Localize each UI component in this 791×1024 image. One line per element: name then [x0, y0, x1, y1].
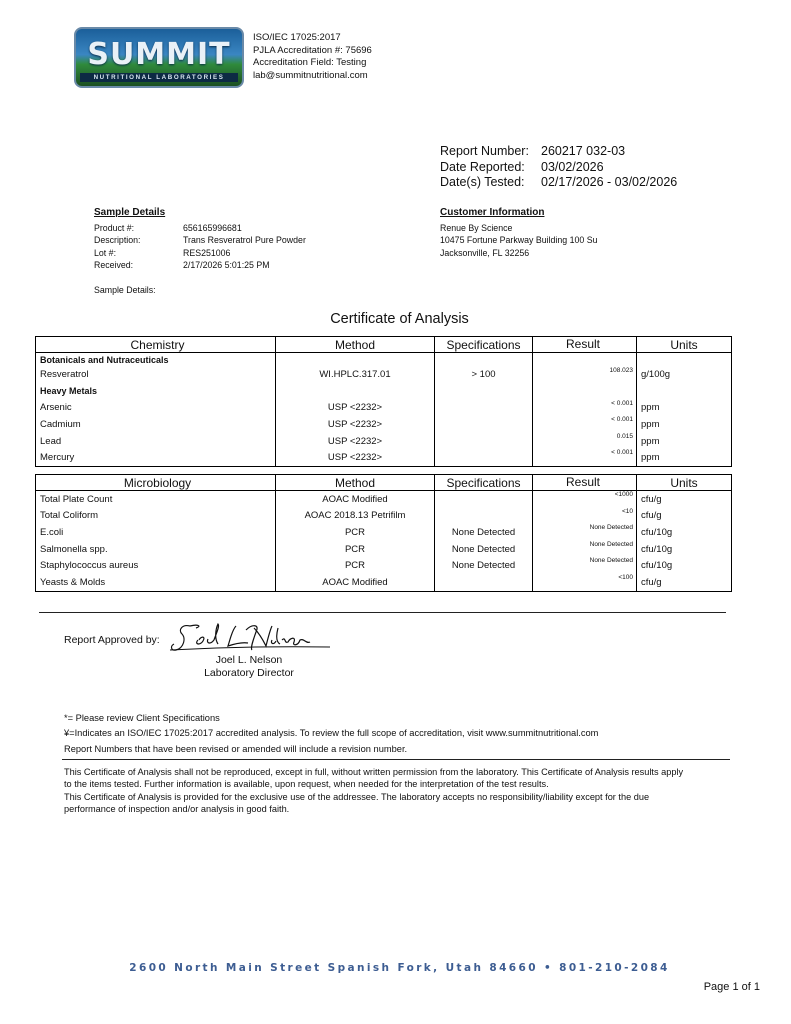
table-row [36, 541, 732, 558]
units: cfu/g [637, 574, 732, 591]
product-value: 656165996681 [183, 223, 242, 233]
signatory-role: Laboratory Director [204, 666, 294, 679]
units: ppm [637, 416, 732, 433]
specification: None Detected [435, 541, 533, 558]
note-client-spec: *= Please review Client Specifications [64, 713, 220, 723]
disclaimer-line: performance of inspection and/or analysis in good faith. [64, 804, 290, 815]
lot-label: Lot #: [94, 247, 117, 258]
summit-logo [74, 27, 244, 88]
units: ppm [637, 400, 732, 417]
method: PCR [276, 557, 435, 574]
table-row [36, 508, 732, 525]
specification [435, 433, 533, 450]
signatory [196, 654, 302, 679]
customer-address: 10475 Fortune Parkway Building 100 Su [440, 235, 598, 246]
method: USP <2232> [276, 433, 435, 450]
method: AOAC 2018.13 Petrifilm [276, 508, 435, 525]
customer-city: Jacksonville, FL 32256 [440, 247, 530, 258]
group-botanicals: Botanicals and Nutraceuticals [36, 353, 276, 367]
col-units: Units [637, 475, 732, 491]
analyte: Yeasts & Molds [36, 574, 276, 591]
report-values [541, 144, 677, 191]
analyte: Mercury [36, 449, 276, 466]
table-row [36, 574, 732, 591]
result: < 0.001 [533, 449, 637, 466]
table-row [36, 491, 732, 508]
col-result: Result [533, 475, 637, 491]
units: cfu/g [637, 491, 732, 508]
customer-info [440, 222, 597, 259]
analyte: Total Plate Count [36, 491, 276, 508]
specification: > 100 [435, 367, 533, 384]
method: WI.HPLC.317.01 [276, 367, 435, 384]
logo-subtitle: NUTRITIONAL LABORATORIES [80, 73, 238, 82]
method: PCR [276, 541, 435, 558]
result: <100 [533, 574, 637, 591]
units: cfu/10g [637, 557, 732, 574]
description-value: Trans Resveratrol Pure Powder [183, 235, 306, 246]
units: ppm [637, 449, 732, 466]
result: <1000 [533, 491, 637, 508]
analyte: Cadmium [36, 416, 276, 433]
units: ppm [637, 433, 732, 450]
table-row [36, 416, 732, 433]
chemistry-table [35, 336, 732, 467]
units: cfu/10g [637, 541, 732, 558]
method: USP <2232> [276, 449, 435, 466]
report-number-label: Report Number: [440, 144, 529, 158]
microbiology-table [35, 474, 732, 592]
note-revision: Report Numbers that have been revised or amended will include a revision number. [64, 743, 408, 754]
specification [435, 491, 533, 508]
specification [435, 400, 533, 417]
received-value: 2/17/2026 5:01:25 PM [183, 260, 270, 271]
sample-details-heading: Sample Details [94, 207, 166, 218]
result: None Detected [533, 557, 637, 574]
disclaimer-line: to the items tested. Further information is available, upon request, when needed for the interpretation of the test results. [64, 779, 549, 790]
analyte: Staphylococcus aureus [36, 557, 276, 574]
logo-wordmark: SUMMIT [87, 37, 231, 72]
specification [435, 574, 533, 591]
page-number: Page 1 of 1 [703, 981, 760, 993]
lab-accreditation: PJLA Accreditation #: 75696 [253, 44, 372, 56]
table-row [36, 524, 732, 541]
received-label: Received: [94, 260, 134, 271]
sample-values [183, 222, 306, 272]
col-method: Method [276, 475, 435, 491]
units: cfu/10g [637, 524, 732, 541]
table-row [36, 400, 732, 417]
lab-field: Accreditation Field: Testing [253, 57, 367, 68]
specification [435, 449, 533, 466]
certificate-title: Certificate of Analysis [330, 311, 469, 327]
units: cfu/g [637, 508, 732, 525]
product-label: Product #: [94, 223, 135, 233]
analyte: E.coli [36, 524, 276, 541]
units: g/100g [637, 367, 732, 384]
col-units: Units [637, 337, 732, 353]
report-info [440, 144, 529, 191]
disclaimer-line: This Certificate of Analysis is provided for the exclusive use of the addressee. The laboratory accepts no responsibility/liability except for the due [64, 791, 650, 802]
method: USP <2232> [276, 400, 435, 417]
method: PCR [276, 524, 435, 541]
report-number: 260217 032-03 [541, 144, 626, 158]
date-tested-label: Date(s) Tested: [440, 175, 525, 190]
note-accreditation: ¥=Indicates an ISO/IEC 17025:2017 accredited analysis. To review the full scope of accreditation, visit www.summitnutritional.com [64, 728, 599, 739]
specification: None Detected [435, 524, 533, 541]
result: < 0.001 [533, 400, 637, 417]
notes [64, 711, 598, 757]
lab-info [253, 32, 372, 82]
method: USP <2232> [276, 416, 435, 433]
analyte: Total Coliform [36, 508, 276, 525]
specification: None Detected [435, 557, 533, 574]
col-specifications: Specifications [435, 475, 533, 491]
result: 108.023 [533, 367, 637, 384]
result: None Detected [533, 541, 637, 558]
divider [39, 612, 726, 613]
table-row [36, 449, 732, 466]
col-specifications: Specifications [435, 337, 533, 353]
col-microbiology: Microbiology [36, 475, 276, 491]
date-reported-label: Date Reported: [440, 159, 525, 174]
lot-value: RES251006 [183, 247, 231, 258]
sample-details-label: Sample Details: [94, 285, 156, 295]
divider [62, 759, 730, 760]
result: 0.015 [533, 433, 637, 450]
signatory-name: Joel L. Nelson [215, 654, 283, 666]
analyte: Lead [36, 433, 276, 450]
disclaimer [64, 766, 729, 816]
analyte: Arsenic [36, 400, 276, 417]
col-chemistry: Chemistry [36, 337, 276, 353]
result: None Detected [533, 524, 637, 541]
date-tested: 02/17/2026 - 03/02/2026 [541, 175, 678, 190]
footer-address: 2600 North Main Street Spanish Fork, Utah 84660 • 801-210-2084 [129, 962, 670, 974]
description-label: Description: [94, 235, 141, 246]
col-method: Method [276, 337, 435, 353]
analyte: Salmonella spp. [36, 541, 276, 558]
approved-by-label: Report Approved by: [64, 634, 160, 646]
specification [435, 508, 533, 525]
signature-image [168, 620, 333, 658]
group-heavy-metals: Heavy Metals [36, 383, 276, 400]
table-row [36, 367, 732, 384]
date-reported: 03/02/2026 [541, 159, 604, 174]
method: AOAC Modified [276, 574, 435, 591]
disclaimer-line: This Certificate of Analysis shall not be reproduced, except in full, without written permission from the laboratory. This Certificate of Analysis results apply [64, 767, 684, 777]
col-result: Result [533, 337, 637, 353]
customer-heading: Customer Information [440, 207, 545, 218]
lab-email[interactable]: lab@summitnutritional.com [253, 69, 368, 81]
table-row [36, 557, 732, 574]
table-row [36, 433, 732, 450]
result: < 0.001 [533, 416, 637, 433]
method: AOAC Modified [276, 491, 435, 508]
specification [435, 416, 533, 433]
result: <10 [533, 508, 637, 525]
sample-labels [94, 222, 182, 272]
customer-name: Renue By Science [440, 223, 513, 233]
lab-iso: ISO/IEC 17025:2017 [253, 32, 341, 43]
analyte: Resveratrol [36, 367, 276, 384]
